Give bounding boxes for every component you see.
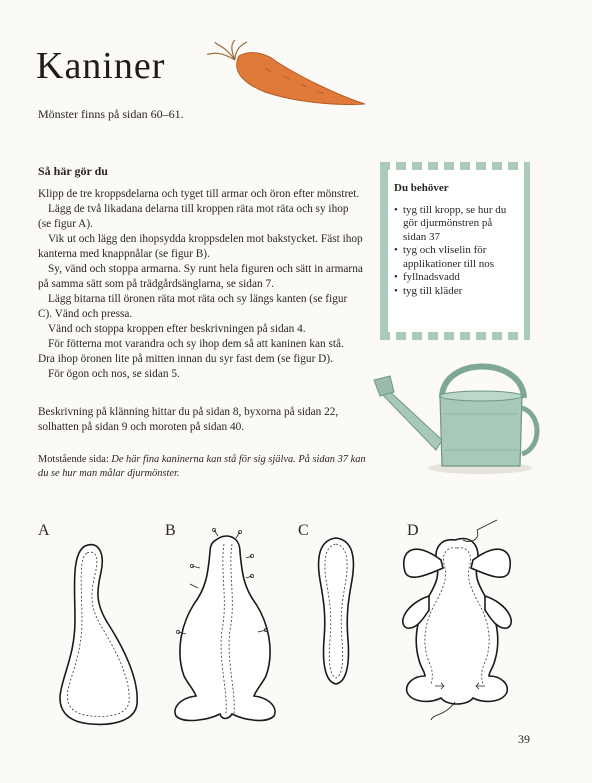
instruction-step: Vik ut och lägg den ihopsydda kroppsdelen mot bakstycket. Fäst ihop kanterna med knappnålar (se figur B). [38, 233, 363, 260]
instructions [38, 187, 363, 382]
page-number: 39 [518, 732, 530, 746]
caption-lead: Motstående sida: [38, 454, 109, 465]
carrot-icon [205, 42, 370, 112]
figure-label-d: D [407, 522, 419, 539]
page-title: Kaniner [36, 45, 166, 87]
instruction-step: Lägg bitarna till öronen räta mot räta och sy längs kanten (se figur C). Vänd och pressa. [38, 293, 348, 320]
list-item: • fyllnadsvadd [394, 271, 518, 285]
figure-a-pattern [55, 540, 145, 730]
caption [38, 453, 368, 481]
list-item: • tyg till kropp, se hur du gör djurmönstren på sidan 37 [394, 204, 518, 245]
figure-b-pattern [170, 530, 282, 730]
instruction-step: För ögon och nos, se sidan 5. [48, 368, 180, 380]
figure-d-pattern [385, 520, 535, 720]
instruction-step: För fötterna mot varandra och sy ihop dem så att kaninen kan stå. Dra ihop öronen lite på mitten innan du syr fast dem (se figur D). [38, 338, 344, 365]
figure-label-c: C [298, 522, 309, 539]
watering-can-icon [372, 358, 542, 478]
instruction-step: Sy, vänd och stoppa armarna. Sy runt hela figuren och sätt in armarna på samma sätt som på trädgårdsänglarna, se sidan 7. [38, 263, 363, 290]
materials-title: Du behöver [394, 182, 449, 194]
list-item: • tyg och vliselin för applikationer till nos [394, 244, 518, 271]
section-heading: Så här gör du [38, 164, 108, 178]
figure-c-pattern [312, 536, 362, 686]
caption-text: De här fina kaninerna kan stå för sig själva. På sidan 37 kan du se hur man målar djurmönster. [38, 454, 366, 479]
list-item: • tyg till kläder [394, 285, 518, 299]
materials-box [380, 162, 530, 340]
instruction-step: Klipp de tre kroppsdelarna och tyget till armar och öron efter mönstret. [38, 188, 360, 200]
subtitle: Mönster finns på sidan 60–61. [38, 107, 184, 121]
figure-label-a: A [38, 522, 50, 539]
instruction-step: Lägg de två likadana delarna till kroppen räta mot räta och sy ihop (se figur A). [38, 203, 349, 230]
instruction-step: Vänd och stoppa kroppen efter beskrivningen på sidan 4. [48, 323, 306, 335]
figure-label-b: B [165, 522, 176, 539]
extra-text: Beskrivning på klänning hittar du på sidan 8, byxorna på sidan 22, solhatten på sidan 9 och moroten på sidan 40. [38, 406, 339, 433]
materials-list [394, 204, 518, 299]
